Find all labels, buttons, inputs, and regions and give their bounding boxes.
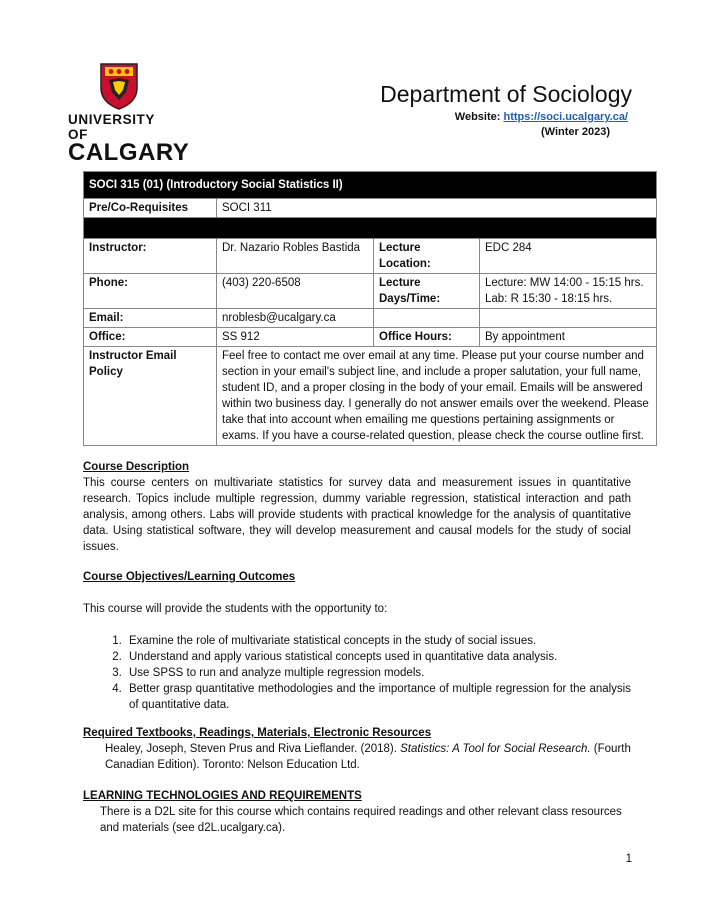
citation-title: Statistics: A Tool for Social Research. — [400, 743, 591, 755]
website-label: Website: — [454, 111, 501, 123]
objective-item: 4. Better grasp quantitative methodologies and the importance of multiple regression for the analysis of quantitative data. — [125, 681, 631, 713]
prereq-label: Pre/Co-Requisites — [84, 199, 217, 218]
instructor-value: Dr. Nazario Robles Bastida — [217, 239, 374, 274]
policy-value: Feel free to contact me over email at any time. Please put your course number and section in your email's subject line, and include a proper salutation, your full name, student ID, and a proper closing in the body of your email. Emails will be answered within two business day. I generally do not answer emails over the weekend. Please take that into account when emailing me questions pertaining assignments or exams. If you have a course-related question, please check the course outline first. — [217, 347, 657, 446]
policy-label: Instructor Email Policy — [84, 347, 217, 446]
technology-text: There is a D2L site for this course which contains required readings and other relevant class resources and materials (see d2L.ucalgary.ca). — [100, 806, 622, 834]
objective-item: 2. Understand and apply various statistical concepts used in quantitative data analysis. — [125, 649, 631, 665]
spacer-row — [84, 218, 657, 239]
phone-row — [84, 274, 657, 309]
page-number: 1 — [625, 853, 632, 865]
citation-details: (Fourth Canadian Edition). Toronto: Nelson Education Ltd. — [105, 743, 631, 771]
technology-section — [83, 788, 631, 836]
objective-item: 3. Use SPSS to run and analyze multiple regression models. — [125, 665, 631, 681]
objectives-list — [83, 633, 631, 713]
course-description-section — [83, 459, 631, 555]
logo-calgary-text: CALGARY — [68, 139, 190, 166]
course-title-row — [84, 172, 657, 199]
lab-time: Lab: R 15:30 - 18:15 hrs. — [485, 293, 613, 305]
instructor-row — [84, 239, 657, 274]
course-info-table — [83, 171, 657, 446]
phone-label: Phone: — [84, 274, 217, 309]
days-value — [480, 274, 657, 309]
objectives-section — [83, 569, 631, 713]
website-line — [455, 111, 628, 123]
university-logo — [68, 62, 190, 166]
phone-value: (403) 220-6508 — [217, 274, 374, 309]
instructor-label: Instructor: — [84, 239, 217, 274]
email-row — [84, 309, 657, 328]
policy-row — [84, 347, 657, 446]
objective-item: 1. Examine the role of multivariate statistical concepts in the study of social issues. — [125, 633, 631, 649]
hours-value: By appointment — [480, 328, 657, 347]
office-row — [84, 328, 657, 347]
objectives-intro: This course will provide the students with the opportunity to: — [83, 603, 388, 615]
crest-icon — [99, 62, 139, 110]
textbooks-heading: Required Textbooks, Readings, Materials, Electronic Resources — [83, 727, 432, 739]
course-description-heading: Course Description — [83, 461, 190, 473]
days-label: Lecture Days/Time: — [374, 274, 480, 309]
email-label: Email: — [84, 309, 217, 328]
citation-authors: Healey, Joseph, Steven Prus and Riva Lieflander. (2018). — [105, 743, 401, 755]
prereq-row — [84, 199, 657, 218]
course-title: SOCI 315 (01) (Introductory Social Statistics II) — [84, 172, 657, 199]
office-value: SS 912 — [217, 328, 374, 347]
textbook-citation — [83, 741, 631, 773]
email-value[interactable]: nroblesb@ucalgary.ca — [217, 309, 374, 328]
location-value: EDC 284 — [480, 239, 657, 274]
technology-heading: LEARNING TECHNOLOGIES AND REQUIREMENTS — [83, 790, 362, 802]
logo-university-text: UNIVERSITY OF — [68, 112, 155, 142]
website-link[interactable]: https://soci.ucalgary.ca/ — [503, 111, 628, 123]
objectives-heading: Course Objectives/Learning Outcomes — [83, 571, 296, 583]
prereq-value: SOCI 311 — [217, 199, 657, 218]
department-title: Department of Sociology — [380, 81, 632, 107]
office-label: Office: — [84, 328, 217, 347]
textbooks-section — [83, 725, 631, 773]
lecture-time: Lecture: MW 14:00 - 15:15 hrs. — [485, 277, 644, 289]
term-label: (Winter 2023) — [541, 126, 610, 138]
hours-label: Office Hours: — [374, 328, 480, 347]
location-label: Lecture Location: — [374, 239, 480, 274]
course-description-text: This course centers on multivariate statistics for survey data and measurement issues in quantitative research. Topics include multiple regression, dummy variable regression, statistical interaction and path analysis, among others. Labs will provide students with practical knowledge for the analysis of quantitative data. Using statistical software, they will develop measurement and causal models for the study of social issues. — [83, 477, 631, 553]
